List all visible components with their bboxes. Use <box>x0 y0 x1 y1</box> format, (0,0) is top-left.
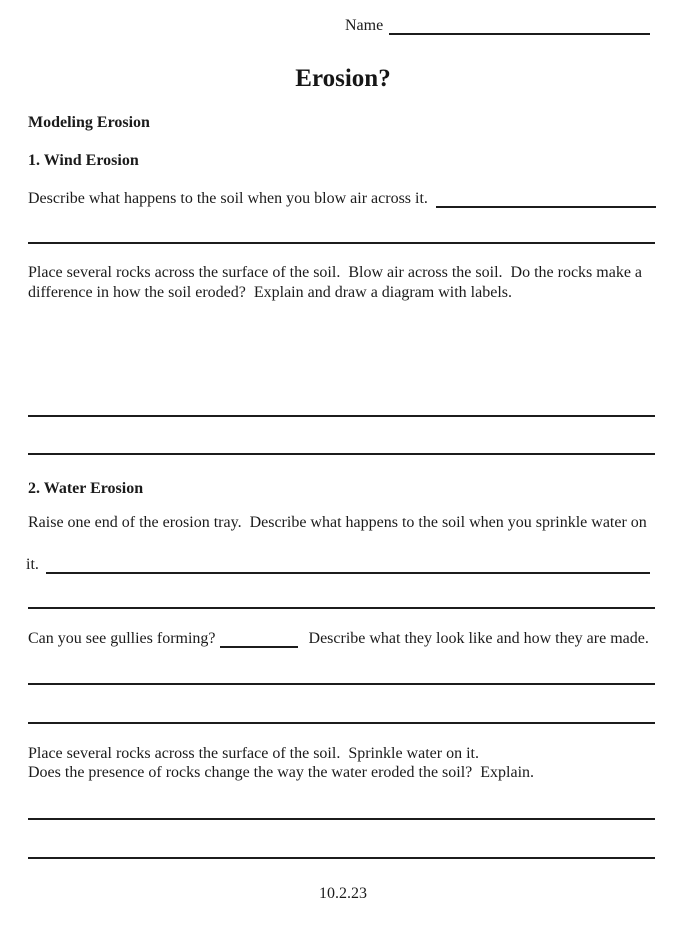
wind-q1-answer-line-1 <box>436 190 656 208</box>
water-q2-prefix: Can you see gullies forming? <box>28 630 216 647</box>
wind-q1-row <box>28 190 656 208</box>
water-q3-answer-line-2 <box>28 857 655 859</box>
heading-wind-erosion: 1. Wind Erosion <box>28 152 139 169</box>
water-q2-suffix: Describe what they look like and how they are made. <box>308 630 649 647</box>
heading-water-erosion: 2. Water Erosion <box>28 480 144 497</box>
water-q1-answer-line-1 <box>46 556 650 574</box>
footer-date: 10.2.23 <box>319 885 367 902</box>
water-q2-answer-line-1 <box>28 683 655 685</box>
wind-q2-answer-line-2 <box>28 453 655 455</box>
wind-q2-line-1: Place several rocks across the surface of the soil. Blow air across the soil. Do the rocks make a <box>28 264 643 281</box>
water-q1-it-row <box>26 556 650 574</box>
water-q3-line-1: Place several rocks across the surface of the soil. Sprinkle water on it. <box>28 745 479 762</box>
water-q1-text <box>28 513 647 533</box>
name-row <box>345 17 650 35</box>
page-title: Erosion? <box>295 65 391 92</box>
wind-q1-answer-line-2 <box>28 242 655 244</box>
water-q1-line-1: Raise one end of the erosion tray. Describe what happens to the soil when you sprinkle water on <box>28 514 647 531</box>
water-q2-row <box>28 630 649 648</box>
wind-q1-text: Describe what happens to the soil when you blow air across it. <box>28 190 428 207</box>
name-answer-line <box>389 17 650 35</box>
water-q2-answer-line-2 <box>28 722 655 724</box>
water-q3-paragraph <box>28 744 534 782</box>
water-q1-answer-line-2 <box>28 607 655 609</box>
water-q1-it-label: it. <box>26 556 39 573</box>
water-q3-line-2: Does the presence of rocks change the way the water eroded the soil? Explain. <box>28 764 535 781</box>
heading-modeling-erosion: Modeling Erosion <box>28 114 150 131</box>
water-q3-answer-line-1 <box>28 818 655 820</box>
wind-q2-answer-line-1 <box>28 415 655 417</box>
wind-q2-paragraph <box>28 263 642 303</box>
wind-q2-line-2: difference in how the soil eroded? Explain and draw a diagram with labels. <box>28 284 512 301</box>
name-label: Name <box>345 17 384 34</box>
water-q2-inline-answer-line <box>220 630 298 648</box>
